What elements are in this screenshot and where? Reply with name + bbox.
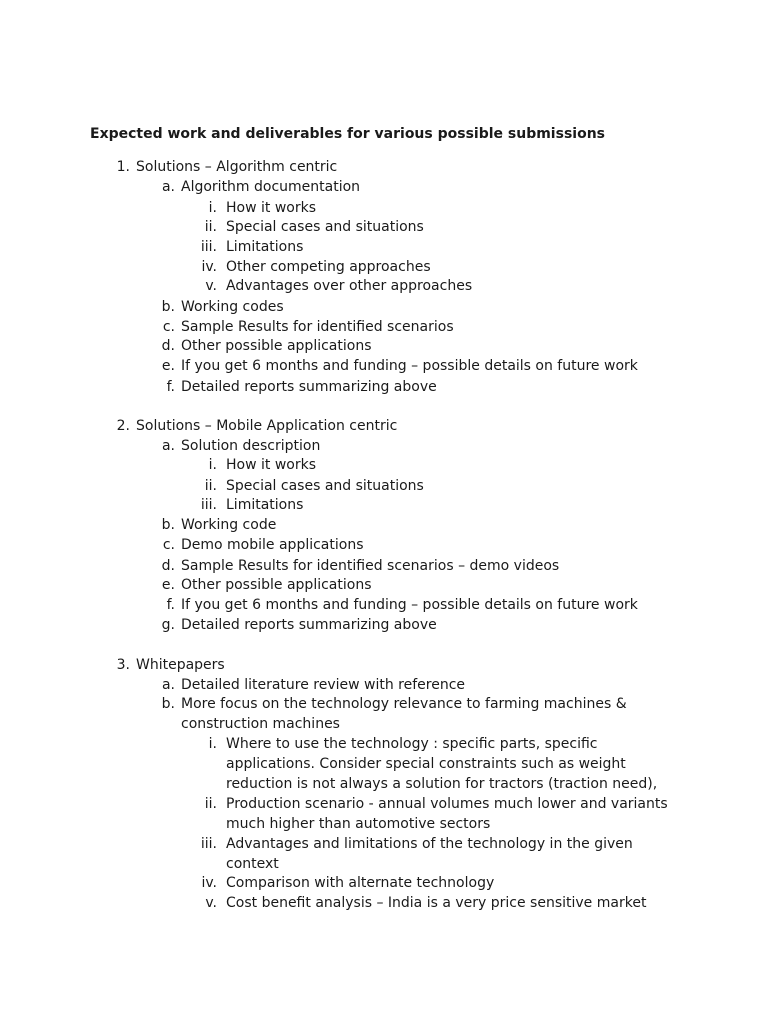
list-item: [0, 556, 768, 576]
list-item-marker: 1.: [116, 159, 130, 175]
list-item-text: Working codes: [181, 299, 284, 315]
list-item-marker: f.: [166, 379, 175, 395]
list-item: [0, 675, 768, 695]
list-item-marker: v.: [205, 278, 217, 294]
list-item-text: applications. Consider special constraints such as weight: [226, 756, 626, 772]
list-item: [0, 615, 768, 635]
list-item-marker: iv.: [201, 875, 217, 891]
list-item-text: context: [226, 856, 279, 872]
list-item-text: Other competing approaches: [226, 259, 431, 275]
list-item-text: Detailed reports summarizing above: [181, 617, 437, 633]
list-item-text: Production scenario - annual volumes much lower and variants: [226, 796, 668, 812]
list-item: [0, 834, 768, 854]
list-item-marker: i.: [208, 736, 217, 752]
list-item-text: Sample Results for identified scenarios – demo videos: [181, 558, 560, 574]
list-item-text: Detailed reports summarizing above: [181, 379, 437, 395]
list-item-text: much higher than automotive sectors: [226, 816, 491, 832]
list-item-marker: 2.: [116, 418, 130, 434]
list-item: [0, 297, 768, 317]
list-item: [0, 655, 768, 675]
list-item: [0, 694, 768, 714]
list-item-marker: 3.: [116, 657, 130, 673]
list-item-text: Detailed literature review with reference: [181, 677, 466, 693]
list-item-text: More focus on the technology relevance to farming machines &: [181, 696, 627, 712]
list-item: [0, 476, 768, 496]
list-item-text: Comparison with alternate technology: [226, 875, 495, 891]
list-item-marker: iii.: [200, 239, 217, 255]
list-item: [0, 455, 768, 475]
list-item: [0, 774, 768, 794]
list-item-text: Working code: [181, 517, 277, 533]
list-item-marker: i.: [208, 457, 217, 473]
list-item-marker: ii.: [204, 219, 217, 235]
list-item-text: Demo mobile applications: [181, 537, 364, 553]
list-item: [0, 336, 768, 356]
list-item-text: Other possible applications: [181, 577, 372, 593]
list-item-text: Advantages over other approaches: [226, 278, 473, 294]
list-item-marker: g.: [161, 617, 175, 633]
list-item-text: Special cases and situations: [226, 478, 424, 494]
list-item-text: How it works: [226, 457, 316, 473]
list-item: [0, 276, 768, 296]
list-item-marker: b.: [161, 517, 175, 533]
list-item-text: If you get 6 months and funding – possible details on future work: [181, 358, 638, 374]
list-item-marker: b.: [161, 299, 175, 315]
list-item: [0, 157, 768, 177]
list-item: [0, 436, 768, 456]
list-item: [0, 317, 768, 337]
document-title: Expected work and deliverables for various possible submissions: [90, 126, 605, 142]
list-item: [0, 217, 768, 237]
list-item-marker: a.: [161, 179, 175, 195]
list-item-marker: iv.: [201, 259, 217, 275]
list-item: [0, 854, 768, 874]
list-item: [0, 734, 768, 754]
list-item: [0, 595, 768, 615]
list-item-text: Sample Results for identified scenarios: [181, 319, 454, 335]
list-item-marker: iii.: [200, 497, 217, 513]
list-item-marker: a.: [161, 438, 175, 454]
list-item-text: reduction is not always a solution for tractors (traction need),: [226, 776, 658, 792]
list-item: [0, 356, 768, 376]
list-item-text: Whitepapers: [136, 657, 225, 673]
list-item-text: Solution description: [181, 438, 321, 454]
list-item: [0, 714, 768, 734]
list-item: [0, 257, 768, 277]
list-item-text: How it works: [226, 200, 316, 216]
list-item-marker: e.: [161, 577, 175, 593]
list-item-marker: ii.: [204, 796, 217, 812]
list-item-text: Limitations: [226, 497, 304, 513]
list-item: [0, 416, 768, 436]
list-item: [0, 198, 768, 218]
list-item: [0, 237, 768, 257]
list-item: [0, 575, 768, 595]
list-item: [0, 177, 768, 197]
list-item-marker: c.: [162, 537, 175, 553]
list-item-marker: b.: [161, 696, 175, 712]
list-item: [0, 754, 768, 774]
list-item-marker: d.: [161, 558, 175, 574]
list-item-text: Where to use the technology : specific parts, specific: [226, 736, 598, 752]
list-item-text: Limitations: [226, 239, 304, 255]
list-item: [0, 873, 768, 893]
list-item: [0, 893, 768, 913]
list-item-marker: c.: [162, 319, 175, 335]
list-item: [0, 495, 768, 515]
list-item-text: Other possible applications: [181, 338, 372, 354]
list-item-text: Cost benefit analysis – India is a very price sensitive market: [226, 895, 647, 911]
list-item-text: Solutions – Algorithm centric: [136, 159, 338, 175]
list-item-text: construction machines: [181, 716, 340, 732]
list-item-marker: a.: [161, 677, 175, 693]
list-item: [0, 794, 768, 814]
list-item-marker: d.: [161, 338, 175, 354]
list-item-text: Solutions – Mobile Application centric: [136, 418, 398, 434]
list-item-text: If you get 6 months and funding – possible details on future work: [181, 597, 638, 613]
list-item-marker: e.: [161, 358, 175, 374]
list-item: [0, 515, 768, 535]
list-item-marker: iii.: [200, 836, 217, 852]
list-item-marker: f.: [166, 597, 175, 613]
list-item-marker: v.: [205, 895, 217, 911]
list-item-text: Special cases and situations: [226, 219, 424, 235]
list-item: [0, 377, 768, 397]
list-item-text: Algorithm documentation: [181, 179, 361, 195]
list-item: [0, 814, 768, 834]
list-item-marker: i.: [208, 200, 217, 216]
list-item: [0, 535, 768, 555]
list-item-marker: ii.: [204, 478, 217, 494]
list-item-text: Advantages and limitations of the technology in the given: [226, 836, 633, 852]
